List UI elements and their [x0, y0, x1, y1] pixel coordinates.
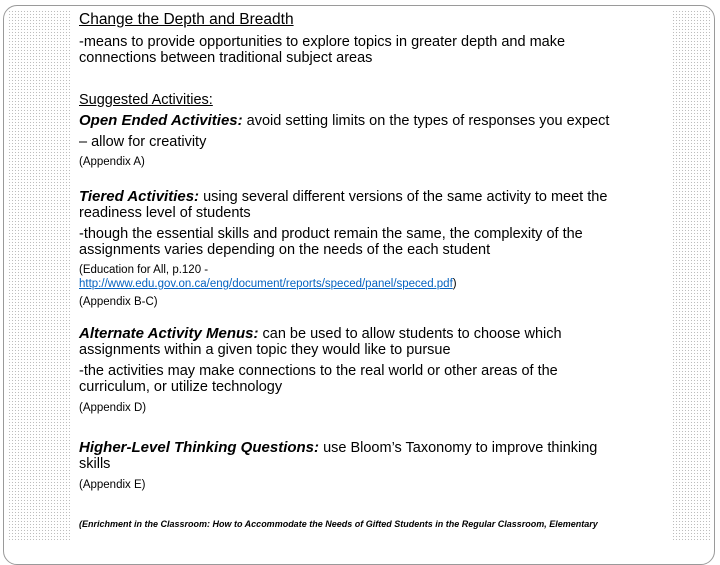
- suggested-activities-heading: Suggested Activities:: [79, 92, 213, 108]
- slide-content: [79, 12, 679, 532]
- open-ended-ref: (Appendix A): [79, 156, 145, 168]
- higher-ref: (Appendix E): [79, 479, 146, 491]
- higher-text-1: use Bloom’s Taxonomy to improve thinking: [323, 440, 598, 456]
- tiered-heading: Tiered Activities:: [79, 188, 200, 205]
- dotted-margin-left: [8, 10, 70, 540]
- menus-text-2: assignments within a given topic they would like to pursue: [79, 342, 451, 358]
- intro-line-2: connections between traditional subject areas: [79, 50, 373, 66]
- tiered-text-4: assignments varies depending on the needs of the each student: [79, 242, 491, 258]
- tiered-text-1: using several different versions of the same activity to meet the: [203, 189, 608, 205]
- open-ended-text-2: – allow for creativity: [79, 134, 207, 150]
- higher-line-1: [79, 440, 679, 456]
- tiered-ref-close: ): [452, 278, 457, 290]
- speced-pdf-link[interactable]: http://www.edu.gov.on.ca/eng/document/reports/speced/panel/speced.pdf: [79, 278, 453, 290]
- menus-line-1: [79, 326, 679, 342]
- higher-heading: Higher-Level Thinking Questions:: [79, 439, 320, 456]
- slide-title: Change the Depth and Breadth: [79, 11, 294, 28]
- tiered-ref-line-1: (Education for All, p.120 -: [79, 264, 209, 276]
- tiered-text-3: -though the essential skills and product remain the same, the complexity of the: [79, 226, 583, 242]
- menus-text-4: curriculum, or utilize technology: [79, 379, 283, 395]
- tiered-text-2: readiness level of students: [79, 205, 251, 221]
- menus-text-1: can be used to allow students to choose which: [262, 326, 562, 342]
- tiered-ref-2: (Appendix B-C): [79, 296, 158, 308]
- open-ended-line-1: [79, 113, 679, 129]
- menus-text-3: -the activities may make connections to the real world or other areas of the: [79, 363, 558, 379]
- tiered-line-1: [79, 189, 679, 205]
- open-ended-heading: Open Ended Activities:: [79, 112, 243, 129]
- menus-heading: Alternate Activity Menus:: [79, 325, 259, 342]
- footer-citation: (Enrichment in the Classroom: How to Accommodate the Needs of Gifted Students in the Regular Classroom, Elementary: [79, 519, 598, 529]
- menus-ref: (Appendix D): [79, 402, 147, 414]
- higher-text-2: skills: [79, 456, 111, 472]
- intro-line-1: -means to provide opportunities to explore topics in greater depth and make: [79, 34, 566, 50]
- tiered-ref-line-2: [79, 277, 679, 291]
- open-ended-text-1: avoid setting limits on the types of responses you expect: [246, 113, 610, 129]
